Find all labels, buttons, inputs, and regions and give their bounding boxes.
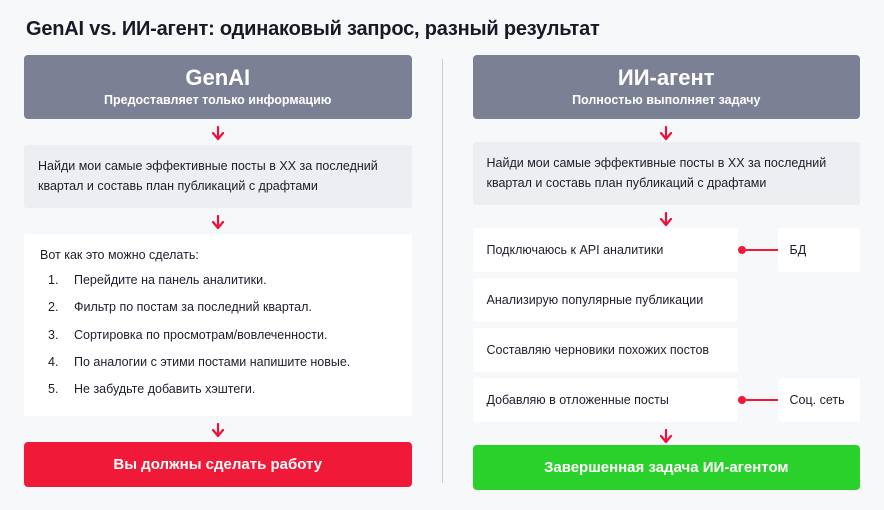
agent-step-label: Анализирую популярные публикации bbox=[473, 278, 738, 322]
arrow-down-icon bbox=[658, 119, 674, 142]
agent-step-label: Добавляю в отложенные посты bbox=[473, 378, 738, 422]
list-item-label: Сортировка по просмотрам/вовлеченности. bbox=[74, 327, 328, 342]
agent-step-row bbox=[473, 378, 861, 422]
agent-steps-list bbox=[473, 228, 861, 422]
agent-prompt-box: Найди мои самые эффективные посты в XX за последний квартал и составь план публикаций с драфтами bbox=[473, 142, 861, 205]
agent-side-resource: БД bbox=[778, 228, 861, 272]
agent-header-subtitle: Полностью выполняет задачу bbox=[572, 93, 761, 108]
arrow-down-icon bbox=[658, 422, 674, 445]
arrow-down-icon bbox=[658, 205, 674, 228]
column-ai-agent bbox=[473, 55, 861, 487]
list-item-number: 1. bbox=[48, 273, 59, 288]
arrow-down-icon bbox=[210, 208, 226, 234]
agent-step-label: Подключаюсь к API аналитики bbox=[473, 228, 738, 272]
arrow-down-icon bbox=[210, 119, 226, 145]
genai-outcome-banner: Вы должны сделать работу bbox=[24, 442, 412, 487]
list-item-label: Фильтр по постам за последний квартал. bbox=[74, 300, 312, 315]
agent-header bbox=[473, 55, 861, 119]
list-item-number: 2. bbox=[48, 300, 59, 315]
agent-header-title: ИИ-агент bbox=[617, 65, 715, 90]
list-item-label: По аналогии с этими постами напишите новые. bbox=[74, 354, 351, 369]
genai-header-title: GenAI bbox=[185, 65, 251, 90]
connector-line-icon bbox=[738, 394, 778, 406]
connector-dot-icon bbox=[738, 246, 746, 254]
agent-outcome-banner: Завершенная задача ИИ-агентом bbox=[473, 445, 861, 490]
connector-segment-icon bbox=[746, 249, 778, 251]
agent-side-resource: Соц. сеть bbox=[778, 378, 861, 422]
column-genai bbox=[24, 55, 412, 487]
genai-steps-list bbox=[40, 272, 396, 397]
agent-step-row bbox=[473, 228, 861, 272]
list-item-number: 5. bbox=[48, 382, 59, 397]
comparison-columns bbox=[24, 55, 860, 487]
agent-step-row bbox=[473, 278, 861, 322]
connector-line-icon bbox=[738, 244, 778, 256]
genai-prompt-box: Найди мои самые эффективные посты в XX за последний квартал и составь план публикаций с драфтами bbox=[24, 145, 412, 208]
genai-header-subtitle: Предоставляет только информацию bbox=[104, 93, 332, 108]
genai-answer-lead: Вот как это можно сделать: bbox=[40, 248, 199, 263]
list-item-label: Не забудьте добавить хэштеги. bbox=[74, 382, 256, 397]
list-item-number: 3. bbox=[48, 327, 59, 342]
page-title: GenAI vs. ИИ-агент: одинаковый запрос, разный результат bbox=[26, 18, 600, 40]
genai-header bbox=[24, 55, 412, 119]
connector-dot-icon bbox=[738, 396, 746, 404]
list-item bbox=[40, 354, 396, 370]
column-divider bbox=[442, 59, 443, 483]
list-item bbox=[40, 272, 396, 288]
list-item-number: 4. bbox=[48, 354, 59, 369]
list-item-label: Перейдите на панель аналитики. bbox=[74, 273, 267, 288]
arrow-down-icon bbox=[210, 416, 226, 442]
list-item bbox=[40, 327, 396, 343]
connector-segment-icon bbox=[746, 399, 778, 401]
agent-step-row bbox=[473, 328, 861, 372]
genai-answer-box bbox=[24, 234, 412, 416]
agent-step-label: Составляю черновики похожих постов bbox=[473, 328, 738, 372]
list-item bbox=[40, 299, 396, 315]
list-item bbox=[40, 381, 396, 397]
